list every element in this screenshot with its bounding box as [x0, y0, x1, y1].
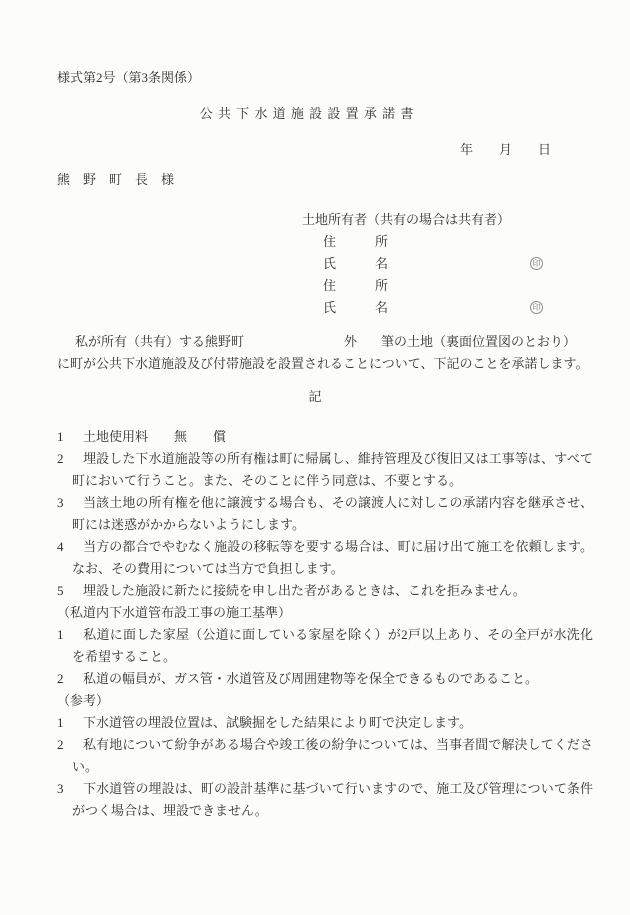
term-item-2	[57, 448, 593, 492]
form-number: 様式第2号（第3条関係）	[57, 70, 201, 85]
term-number: 1	[57, 429, 64, 444]
term-item-4	[57, 536, 593, 580]
ki-marker: 記	[308, 389, 322, 404]
owner-address-row-2	[57, 275, 593, 297]
item-text: 私道の幅員が、ガス管・水道管及び周囲建物等を保全できるものであること。	[83, 671, 539, 686]
term-item-5	[57, 580, 593, 602]
item-number: 1	[57, 627, 64, 642]
private-road-item-2	[57, 668, 593, 690]
name-label: 氏 名	[323, 256, 389, 271]
item-number: 2	[57, 737, 64, 752]
intro-line-2: に町が公共下水道施設及び付帯施設を設置されることについて、下記のことを承諾します。	[57, 356, 589, 371]
term-text: 土地使用料 無 償	[83, 429, 227, 444]
private-road-standards-heading: （私道内下水道管布設工事の施工基準）	[57, 605, 292, 620]
intro-mid-text: 外	[344, 334, 358, 349]
term-text: 当該土地の所有権を他に譲渡する場合も、その譲渡人に対しこの承諾内容を継承させ、町には迷惑がかからないようにします。	[72, 495, 593, 532]
reference-item-3	[57, 778, 593, 822]
intro-line-1	[57, 331, 593, 353]
date-line: 年 月 日	[459, 142, 551, 157]
item-number: 2	[57, 671, 64, 686]
item-text: 私道に面した家屋（公道に面している家屋を除く）が2戸以上あり、その全戸が水洗化を希望すること。	[72, 627, 593, 664]
addressee-mayor: 熊 野 町 長 様	[57, 172, 175, 187]
landowner-heading: 土地所有者（共有の場合は共有者）	[302, 212, 511, 227]
intro-paragraph	[57, 331, 593, 375]
address-label: 住 所	[323, 278, 389, 293]
reference-item-1	[57, 712, 593, 734]
item-text: 私有地について紛争がある場合や竣工後の紛争については、当事者間で解決してください。	[72, 737, 593, 774]
reference-heading: （参考）	[57, 693, 110, 708]
item-text: 下水道管の埋設位置は、試験掘をした結果により町で決定します。	[83, 715, 472, 730]
intro-post-text: 筆の土地（裏面位置図のとおり）	[381, 334, 577, 349]
address-label: 住 所	[323, 234, 389, 249]
term-item-1	[57, 426, 593, 448]
term-number: 4	[57, 539, 64, 554]
term-text: 当方の都合でやむなく施設の移転等を要する場合は、町に届け出て施工を依頼します。なお、その費用については当方で負担します。	[72, 539, 593, 576]
term-item-3	[57, 492, 593, 536]
term-number: 2	[57, 451, 64, 466]
owner-address-row-1	[57, 231, 593, 253]
seal-icon: 印	[530, 257, 543, 270]
private-road-item-1	[57, 624, 593, 668]
term-text: 埋設した下水道施設等の所有権は町に帰属し、維持管理及び復旧又は工事等は、すべて町において行うこと。また、そのことに伴う同意は、不要とする。	[72, 451, 593, 488]
item-text: 下水道管の埋設は、町の設計基準に基づいて行いますので、施工及び管理について条件がつく場合は、埋設できません。	[72, 781, 593, 818]
item-number: 1	[57, 715, 64, 730]
term-number: 3	[57, 495, 64, 510]
landowner-block	[57, 231, 593, 319]
name-label: 氏 名	[323, 300, 389, 315]
reference-item-2	[57, 734, 593, 778]
owner-name-row-2	[57, 297, 593, 319]
term-number: 5	[57, 583, 64, 598]
item-number: 3	[57, 781, 64, 796]
owner-name-row-1	[57, 253, 593, 275]
seal-icon: 印	[530, 301, 543, 314]
terms-list	[57, 426, 593, 822]
intro-pre-text: 私が所有（共有）する熊野町	[75, 334, 245, 349]
term-text: 埋設した施設に新たに接続を申し出た者があるときは、これを拒みません。	[83, 583, 526, 598]
document-title: 公 共 下 水 道 施 設 設 置 承 諾 書	[199, 106, 415, 121]
